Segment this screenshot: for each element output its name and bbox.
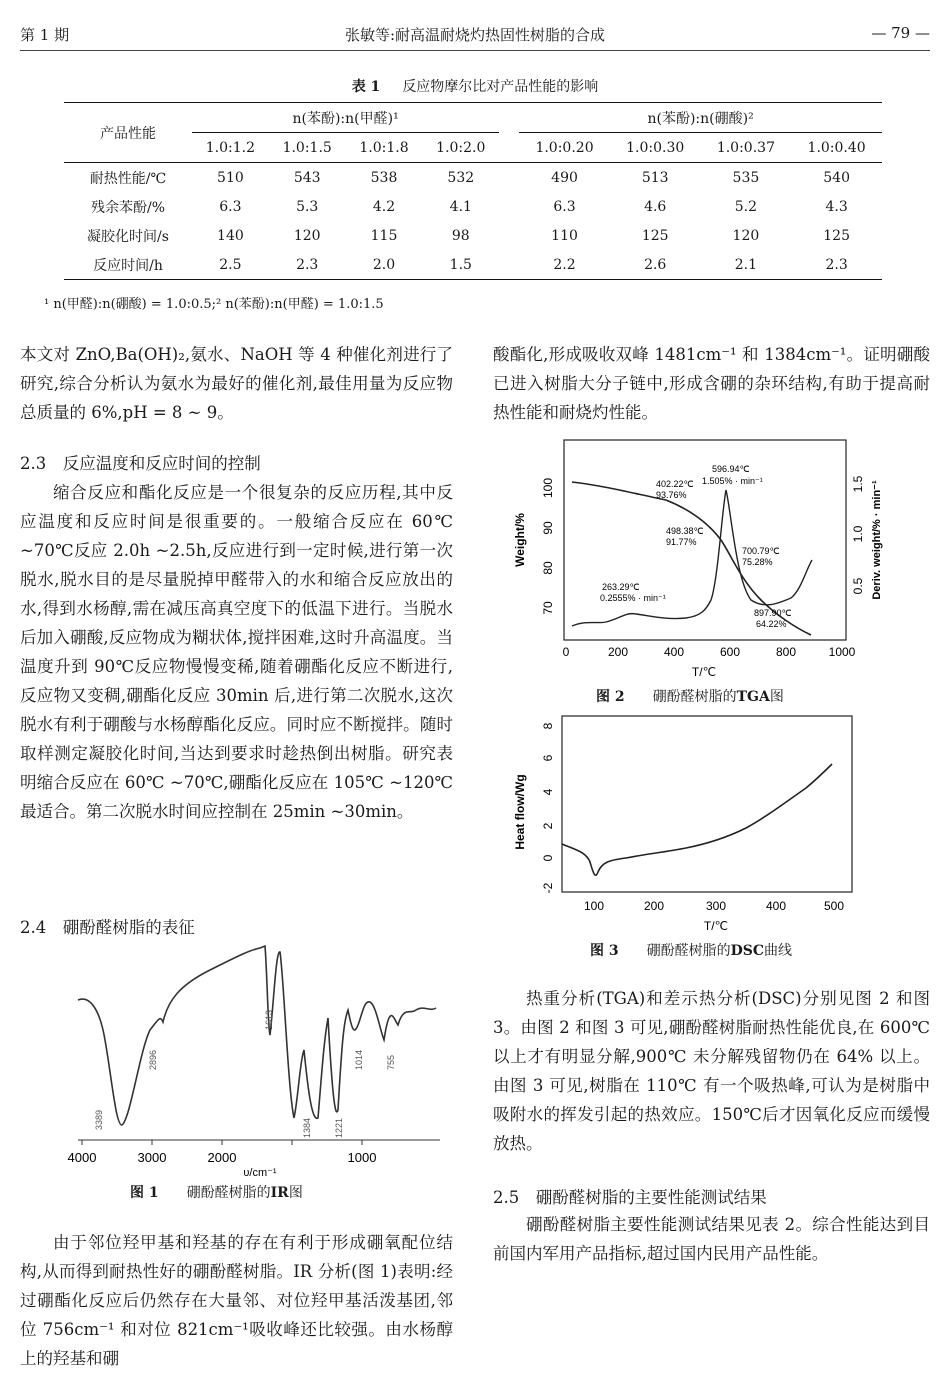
dsc-frame — [562, 716, 852, 892]
figure3-label: 图 3 — [590, 943, 619, 959]
table-cell: 4.1 — [449, 198, 472, 215]
table-cell: 6.3 — [553, 198, 576, 215]
group-gap — [499, 103, 519, 133]
annotation: 897.90℃ — [754, 608, 792, 618]
annotation: 700.79℃ — [742, 546, 780, 556]
paragraph: 硼酚醛树脂主要性能测试结果见表 2。综合性能达到目前国内军用产品指标,超过国内民用产品性能。 — [493, 1215, 930, 1263]
x-tick-label: 0 — [562, 645, 570, 659]
paragraph: 缩合反应和酯化反应是一个很复杂的反应历程,其中反应温度和反应时间是很重要的。一般缩合反应在 60℃ ~70℃反应 2.0h ~2.5h,反应进行到一定时候,进行第一次脱水,脱水目的是尽量脱掉甲醛带入的水和缩合反应放出的水,得到水杨醇,需在减压高真空度下的低温下进行。当脱水后加入硼酸,反应物成为糊状体,搅拌困难,这时升高温度。当温度升到 90℃反应物慢慢变稀,随着硼酯化反应不断进行,反应物又变稠,硼酯化反应 30min 后,进行第二次脱水,这次脱水有利于硼酸与水杨醇酯化反应。同时应不断搅拌。随时取样测定凝胶化时间,当达到要求时趁热倒出树脂。研究表明缩合反应在 60℃ ~70℃,硼酯化反应在 105℃ ~120℃最适合。第二次脱水时间应控制在 25min ~30min。 — [20, 483, 453, 821]
y-tick-label: 90 — [541, 521, 555, 535]
annotation: 0.2555% · min⁻¹ — [600, 593, 666, 603]
x-axis-label: υ/cm⁻¹ — [243, 1167, 277, 1179]
table-cell: 540 — [791, 163, 882, 193]
y-tick-label: -2 — [541, 882, 555, 894]
y-tick-label: 2 — [541, 822, 555, 830]
ratio-cell: 1.0:2.0 — [422, 133, 499, 163]
table-cell: 513 — [610, 163, 701, 193]
table-cell: 535 — [701, 163, 792, 193]
table1-header-row — [64, 103, 882, 133]
table-cell: 140 — [217, 227, 244, 244]
annotation: 75.28% — [742, 557, 773, 567]
ratio-cell: 1.0:0.30 — [610, 133, 701, 163]
figure3-caption-end: 曲线 — [764, 943, 793, 959]
table-cell: 538 — [346, 163, 423, 193]
section-heading-2-3: 2.3 反应温度和反应时间的控制 — [20, 454, 261, 473]
figure3-dsc-plot — [506, 712, 866, 938]
table-cell: 98 — [451, 227, 470, 244]
table-cell: 125 — [823, 227, 850, 244]
figure1-caption-end: 图 — [288, 1185, 303, 1201]
y-tick-label: 100 — [541, 477, 555, 499]
x-tick-label: 4000 — [67, 1150, 97, 1165]
table1-footnote: ¹ n(甲醛):n(硼酸) = 1.0:0.5;² n(苯酚):n(甲醛) = 1.0:1.5 — [44, 297, 384, 312]
table-cell: 120 — [732, 227, 760, 244]
tga-derivative-curve — [572, 490, 812, 626]
table-cell: 5.2 — [734, 198, 758, 215]
figure2-caption-bold: TGA — [736, 689, 770, 705]
group-gap — [499, 250, 519, 280]
table-cell: 1.5 — [422, 250, 499, 280]
peak-label: 1221 — [334, 1117, 344, 1138]
group2-header: n(苯酚):n(硼酸)² — [519, 103, 882, 133]
table-cell: 490 — [519, 163, 610, 193]
annotation: 402.22℃ — [656, 479, 694, 489]
issue-number: 第 1 期 — [20, 26, 70, 44]
y-axis-label-right: Deriv. weight/% · min⁻¹ — [871, 480, 883, 600]
row-header-cell: 产品性能 — [64, 103, 192, 163]
figure3-caption — [590, 940, 792, 960]
ratio-cell: 1.0:1.5 — [269, 133, 346, 163]
table-row — [64, 163, 882, 193]
table-row — [64, 250, 882, 280]
group-gap — [499, 133, 519, 163]
y-tick-label: 6 — [541, 754, 555, 762]
group1-header: n(苯酚):n(甲醛)¹ — [192, 103, 499, 133]
table-cell: 5.3 — [296, 198, 319, 215]
y-right-tick-label: 1.0 — [851, 525, 865, 543]
table1-caption — [0, 76, 950, 96]
x-tick-label: 1000 — [828, 645, 856, 659]
running-title: 张敏等:耐高温耐烧灼热固性树脂的合成 — [344, 26, 606, 44]
table-cell: 2.3 — [269, 250, 346, 280]
table-cell: 510 — [192, 163, 269, 193]
y-right-tick-label: 1.5 — [851, 475, 865, 493]
ir-curve — [78, 946, 436, 1125]
table-cell: 2.0 — [346, 250, 423, 280]
table-cell: 4.6 — [644, 198, 667, 215]
section-heading-2-5: 2.5 硼酚醛树脂的主要性能测试结果 — [493, 1188, 767, 1207]
annotation: 596.94℃ — [712, 464, 750, 474]
x-tick-label: 600 — [719, 645, 741, 659]
table-cell: 2.5 — [192, 250, 269, 280]
table1-label: 表 1 — [351, 79, 381, 95]
x-tick-label: 400 — [765, 899, 787, 913]
x-tick-label: 2000 — [207, 1150, 237, 1165]
y-tick-label: 70 — [541, 601, 555, 615]
peak-label: 1613 — [264, 1009, 274, 1030]
ratio-cell: 1.0:1.8 — [346, 133, 423, 163]
y-tick-label: 8 — [541, 722, 555, 730]
row-label: 反应时间/h — [64, 250, 192, 280]
y-right-tick-label: 0.5 — [851, 577, 865, 595]
annotation: 263.29℃ — [602, 582, 640, 592]
group-gap — [499, 163, 519, 193]
figure1-caption — [130, 1182, 303, 1202]
table-cell: 2.1 — [701, 250, 792, 280]
annotation: 498.38℃ — [666, 526, 704, 536]
x-tick-label: 400 — [663, 645, 685, 659]
table-cell: 2.3 — [791, 250, 882, 280]
running-header — [20, 24, 930, 51]
ratio-cell: 1.0:0.37 — [701, 133, 792, 163]
row-label: 残余苯酚/% — [90, 199, 166, 216]
table-cell: 120 — [293, 227, 321, 244]
figure1-caption-text: 硼酚醛树脂的 — [186, 1185, 271, 1201]
table-cell: 115 — [370, 227, 398, 244]
ratio-cell: 1.0:0.20 — [519, 133, 610, 163]
table1 — [64, 102, 882, 280]
figure2-caption-end: 图 — [769, 689, 784, 705]
x-axis-label: T/℃ — [703, 919, 729, 933]
dsc-curve — [562, 764, 832, 875]
y-axis-label-left: Weight/% — [513, 513, 527, 567]
table-cell: 2.2 — [519, 250, 610, 280]
paragraph: 本文对 ZnO,Ba(OH)₂,氨水、NaOH 等 4 种催化剂进行了研究,综合分析认为氨水为最好的催化剂,最佳用量为反应物总质量的 6%,pH = 8 ~ 9。 — [20, 345, 453, 422]
peak-label: 3389 — [94, 1109, 104, 1130]
table-cell: 532 — [422, 163, 499, 193]
annotation: 91.77% — [666, 537, 697, 547]
row-label: 凝胶化时间/s — [87, 228, 169, 245]
figure1-caption-bold: IR — [270, 1185, 289, 1201]
figure2-caption — [596, 686, 784, 706]
peak-label: 1014 — [354, 1049, 364, 1070]
paragraph: 热重分析(TGA)和差示热分析(DSC)分别见图 2 和图 3。由图 2 和图 3 可见,硼酚醛树脂耐热性能优良,在 600℃ 以上才有明显分解,900℃ 未分解残留物仍在 64% 以上。由图 3 可见,树脂在 110℃ 有一个吸热峰,可认为是树脂中吸附水的挥发引起的热效应。150℃后才因氧化反应而缓慢放热。 — [493, 989, 930, 1153]
annotation: 64.22% — [756, 619, 787, 629]
table-row — [64, 192, 882, 221]
peak-label: 1384 — [302, 1117, 312, 1138]
row-label: 耐热性能/℃ — [64, 163, 192, 193]
figure3-caption-bold: DSC — [730, 943, 765, 959]
figure2-caption-text: 硼酚醛树脂的 — [652, 689, 737, 705]
section-heading-2-4: 2.4 硼酚醛树脂的表征 — [20, 918, 195, 937]
table-cell: 543 — [269, 163, 346, 193]
peak-label: 2896 — [148, 1049, 158, 1070]
y-axis-label: Heat flow/Wg — [513, 774, 527, 850]
group-gap — [499, 192, 519, 221]
table-cell: 110 — [551, 227, 578, 244]
x-tick-label: 200 — [643, 899, 665, 913]
figure1-ir-spectrum — [60, 940, 460, 1180]
paragraph: 酸酯化,形成吸收双峰 1481cm⁻¹ 和 1384cm⁻¹。证明硼酸已进入树脂大分子链中,形成含硼的杂环结构,有助于提高耐热性能和耐烧灼性能。 — [493, 345, 930, 422]
ratio-cell: 1.0:1.2 — [192, 133, 269, 163]
x-tick-label: 300 — [705, 899, 727, 913]
x-tick-label: 3000 — [137, 1150, 167, 1165]
figure2-label: 图 2 — [596, 689, 625, 705]
x-tick-label: 100 — [583, 899, 605, 913]
table-cell: 4.2 — [372, 198, 396, 215]
table-cell: 125 — [641, 227, 669, 244]
table1-title: 反应物摩尔比对产品性能的影响 — [402, 79, 599, 95]
x-tick-label: 800 — [775, 645, 797, 659]
annotation: 1.505% · min⁻¹ — [702, 476, 763, 486]
figure3-caption-text: 硼酚醛树脂的 — [646, 943, 731, 959]
y-tick-label: 4 — [541, 788, 555, 796]
x-tick-label: 1000 — [347, 1150, 377, 1165]
group-gap — [499, 221, 519, 250]
table-cell: 2.6 — [610, 250, 701, 280]
x-tick-label: 500 — [823, 899, 845, 913]
figure2-tga-plot — [506, 430, 892, 690]
y-tick-label: 0 — [541, 854, 555, 862]
peak-label: 755 — [386, 1054, 396, 1070]
table-cell: 6.3 — [219, 198, 242, 215]
table-row — [64, 221, 882, 250]
table-cell: 4.3 — [825, 198, 848, 215]
paragraph: 由于邻位羟甲基和羟基的存在有利于形成硼氧配位结构,从而得到耐热性好的硼酚醛树脂。IR 分析(图 1)表明:经过硼酯化反应后仍然存在大量邻、对位羟甲基活泼基团,邻位 756cm⁻¹ 和对位 821cm⁻¹吸收峰还比较强。由水杨醇上的羟基和硼 — [20, 1233, 453, 1368]
ratio-cell: 1.0:0.40 — [791, 133, 882, 163]
figure1-label: 图 1 — [130, 1185, 159, 1201]
x-tick-label: 200 — [607, 645, 629, 659]
annotation: 93.76% — [656, 490, 687, 500]
page-number: — 79 — — [871, 24, 930, 42]
y-tick-label: 80 — [541, 561, 555, 575]
x-axis-label: T/℃ — [691, 665, 717, 679]
